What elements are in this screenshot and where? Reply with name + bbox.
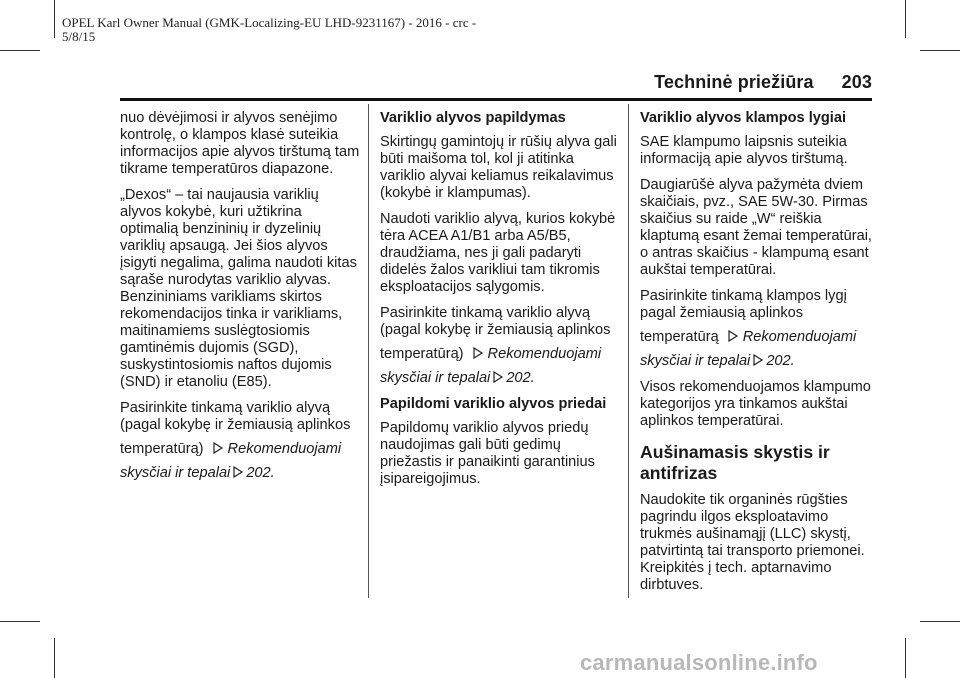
section-heading: Variklio alyvos klampos lygiai xyxy=(640,110,847,126)
crop-mark xyxy=(0,50,40,51)
cross-reference-link[interactable]: Rekomenduojami xyxy=(742,329,857,345)
cross-reference-arrow-icon xyxy=(232,466,244,478)
heading-line: antifrizas xyxy=(640,463,718,483)
page-number: 203 xyxy=(841,72,872,92)
paragraph-text: Pasirinkite tinkamą variklio alyvą (pagal kokybę ir žemiausią aplinkos xyxy=(380,305,611,338)
paragraph-text: temperatūrą) xyxy=(380,346,464,362)
paragraph xyxy=(120,400,360,482)
heading-line: Aušinamasis skystis ir xyxy=(640,442,830,462)
column-3 xyxy=(640,110,880,603)
cross-reference-arrow-icon xyxy=(727,330,739,342)
paragraph xyxy=(380,305,620,387)
cross-reference-link[interactable]: skysčiai ir tepalai xyxy=(120,465,231,481)
paragraph-text: temperatūrą) xyxy=(120,441,204,457)
paragraph: SAE klampumo laipsnis suteikia informaciją apie alyvos tirštumą. xyxy=(640,134,848,167)
crop-mark xyxy=(0,621,40,622)
watermark: carmanualsonline.info xyxy=(580,650,818,675)
cross-reference-arrow-icon xyxy=(752,354,764,366)
paragraph: Skirtingų gamintojų ir rūšių alyva gali būti maišoma tol, kol ji atitinka variklio alyvai keliamus reikalavimus (kokybė ir klampumas). xyxy=(380,134,617,201)
section-heading: Papildomi variklio alyvos priedai xyxy=(380,396,607,412)
cross-reference-arrow-icon xyxy=(212,442,224,454)
cross-reference-page[interactable]: 202. xyxy=(246,465,275,481)
column-1 xyxy=(120,110,360,491)
paragraph: Visos rekomenduojamos klampumo kategorijos yra tinkamos aukštai aplinkos temperatūrai. xyxy=(640,379,871,429)
paragraph-text: Pasirinkite tinkamą variklio alyvą (pagal kokybę ir žemiausią aplinkos xyxy=(120,400,351,433)
crop-mark xyxy=(920,621,960,622)
page-title: Techninė priežiūra xyxy=(654,72,814,92)
column-divider xyxy=(368,104,369,598)
section-heading-large xyxy=(640,442,880,484)
cross-reference-link[interactable]: Rekomenduojami xyxy=(487,346,602,362)
paragraph-text: temperatūrą xyxy=(640,329,719,345)
paragraph: Naudokite tik organinės rūgšties pagrindu ilgos eksploatavimo trukmės aušinamąjį (LLC) skystį, patvirtintą tai transporto priemonei. Kreipkitės į tech. aptarnavimo dirbtuves. xyxy=(640,492,865,593)
print-meta-line1: OPEL Karl Owner Manual (GMK-Localizing-EU LHD-9231167) - 2016 - crc - xyxy=(62,15,477,30)
section-heading: Variklio alyvos papildymas xyxy=(380,110,566,126)
crop-mark xyxy=(905,0,906,38)
crop-mark xyxy=(54,638,55,678)
cross-reference-arrow-icon xyxy=(492,371,504,383)
page-header xyxy=(654,72,872,93)
cross-reference-link[interactable]: skysčiai ir tepalai xyxy=(380,370,491,386)
cross-reference-page[interactable]: 202. xyxy=(506,370,535,386)
crop-mark xyxy=(905,638,906,678)
paragraph: Naudoti variklio alyvą, kurios kokybė tėra ACEA A1/B1 arba A5/B5, draudžiama, nes ji gali padaryti didelės žalos varikliui tam tikromis eksploatacijos sąlygomis. xyxy=(380,211,616,295)
print-meta-line2: 5/8/15 xyxy=(62,29,96,44)
crop-mark xyxy=(920,50,960,51)
paragraph: Papildomų variklio alyvos priedų naudojimas gali būti gedimų priežastis ir panaikinti garantinius įsipareigojimus. xyxy=(380,420,595,487)
column-2 xyxy=(380,110,620,497)
cross-reference-page[interactable]: 202. xyxy=(766,353,795,369)
paragraph: nuo dėvėjimosi ir alyvos senėjimo kontrolę, o klampos klasė suteikia informacijos apie alyvos tirštumą tam tikrame temperatūros diapazone. xyxy=(120,110,360,177)
paragraph: „Dexos“ – tai naujausia variklių alyvos kokybė, kuri užtikrina optimalią benzininių ir dyzelinių variklių apsaugą. Jei šios alyvos įsigyti negalima, galima naudoti kitas sąraše nurodytas variklio alyvas. Benzininiams varikliams skirtos rekomendacijos tinka ir varikliams, maitinamiems suslėgtosiomis gamtinėmis dujomis (SGD), suskystintosiomis naftos dujomis (SND) ir etanoliu (E85). xyxy=(120,187,357,390)
cross-reference-link[interactable]: skysčiai ir tepalai xyxy=(640,353,751,369)
crop-mark xyxy=(54,0,55,38)
column-divider xyxy=(628,104,629,598)
paragraph xyxy=(640,288,880,370)
paragraph-text: Pasirinkite tinkamą klampos lygį pagal žemiausią aplinkos xyxy=(640,288,847,321)
cross-reference-arrow-icon xyxy=(472,347,484,359)
paragraph: Daugiarūšė alyva pažymėta dviem skaičiais, pvz., SAE 5W-30. Pirmas skaičius su raide „W“ reiškia klaptumą esant žemai temperatūrai, o antras skaičius - klampumą esant aukštai temperatūrai. xyxy=(640,177,872,278)
header-rule xyxy=(120,98,872,101)
print-meta xyxy=(62,16,542,44)
cross-reference-link[interactable]: Rekomenduojami xyxy=(227,441,342,457)
